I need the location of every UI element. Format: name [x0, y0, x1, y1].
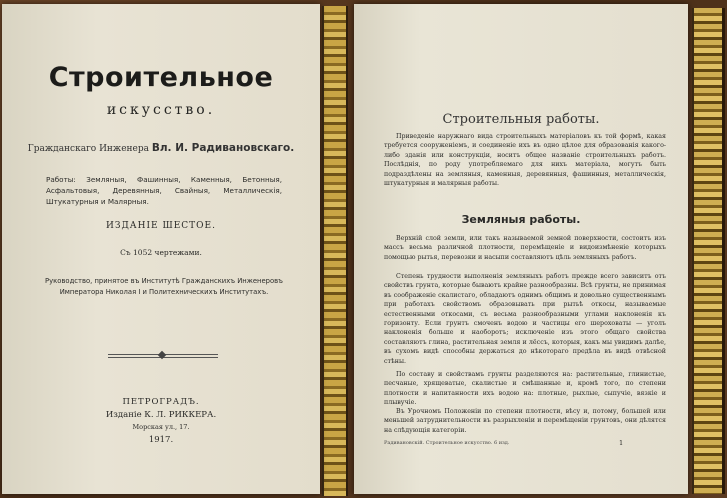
title-page — [2, 4, 320, 494]
paragraph-2: Степень трудности выполненiя земляныхъ работъ прежде всего зависитъ отъ свойствъ грунта, которые бываютъ крайне разнообразны. Всѣ грунты, не принимая въ соображенiе скалистаго, обладаютъ однимъ общимъ и довольно существеннымъ при работахъ свойствомъ образовывать при рытьѣ откосы, называемые естественными откосами, съ весьма разнообразными углами наклоненiя къ горизонту. Если грунтъ смоченъ водою и частицы его шероховаты — уголъ наклоненiя больше и наоборотъ; исключенiе изъ этого общаго свойства составляютъ глина, растительная земля и лёссъ, которыя, какъ мы увидимъ далѣе, въ сухомъ видѣ способны держаться до нѣкотораго предѣла въ видѣ отвѣсной стѣны. — [384, 273, 666, 365]
intro-paragraph: Приведенiе наружнаго вида строительныхъ матерiаловъ къ той формѣ, какая требуется сооруженiемъ, и соединенiе ихъ въ одно цѣлое для образованiя какого-либо зданiя или конструкцiи, носитъ общее названiе строительныхъ работъ. Послѣднiя, по роду употребляемаго для нихъ матерiала, могутъ быть подраздѣлены на земляныя, каменныя, деревянныя, фашинныя, металлическiя, штукатурныя и малярныя работы. — [384, 133, 666, 188]
paragraph-4: Въ Урочномъ Положенiи по степени плотности, вѣсу и, потому, большей или меньшей затруднительности въ разрыхленiи и перемѣщенiи грунтовъ, они дѣлятся на слѣдующiя категорiи. — [384, 408, 666, 434]
paragraph-3: По составу и свойствамъ грунты разделяются на: растительные, глинистые, песчаные, хрящеватые, скалистые и смѣшанные и, кромѣ того, по степени плотности и напитанности ихъ водою на: плотные, рыхлые, сыпучiе, вязкiе и плывучiе. — [384, 371, 666, 407]
works-list: Работы: Земляныя, Фашинныя, Каменныя, Бетонныя, Асфальтовыя, Деревянныя, Свайныя, Металлическiя, Штукатурныя и Малярныя. — [46, 175, 282, 206]
guide-note: Руководство, принятое въ Институтѣ Гражданскихъ Инженеровъ Императора Николая I и Политехническихъ Институтахъ. — [45, 277, 283, 296]
publisher-label: Изданiе К. Л. РИККЕРА. — [105, 410, 217, 420]
page-number: 1 — [619, 439, 624, 447]
right-book-binding — [692, 8, 725, 494]
chapter-title: Строительныя работы. — [442, 112, 600, 127]
publisher-address: Морская ул., 17. — [132, 423, 190, 431]
publication-year: 1917. — [148, 435, 174, 445]
page-footer: Радивановскiй. Строительное искусство. 6 изд. — [384, 440, 510, 446]
city-label: ПЕТРОГРАДЪ. — [122, 397, 200, 407]
left-book-binding — [322, 6, 348, 496]
section-title: Земляныя работы. — [461, 213, 581, 226]
book-title: Строительное — [48, 62, 274, 93]
book-subtitle: искусство. — [106, 102, 216, 118]
drawings-count: Съ 1052 чертежами. — [120, 248, 202, 257]
ornament-divider — [108, 354, 218, 358]
author-prefix: Гражданскаго Инженера — [27, 144, 149, 154]
edition-label: ИЗДАНIЕ ШЕСТОЕ. — [106, 221, 216, 231]
author-line — [2, 142, 320, 154]
author-name: Вл. И. Радивановскаго. — [151, 142, 295, 154]
first-text-page — [354, 4, 688, 494]
paragraph-1: Верхнiй слой земли, или такъ называемой земной поверхности, состоитъ изъ массъ весьма различной плотности, перемѣщенiе и видоизмѣненiе которыхъ помощью рытья, перевозки и насыпи составляютъ цѣль земляныхъ работъ. — [384, 235, 666, 261]
